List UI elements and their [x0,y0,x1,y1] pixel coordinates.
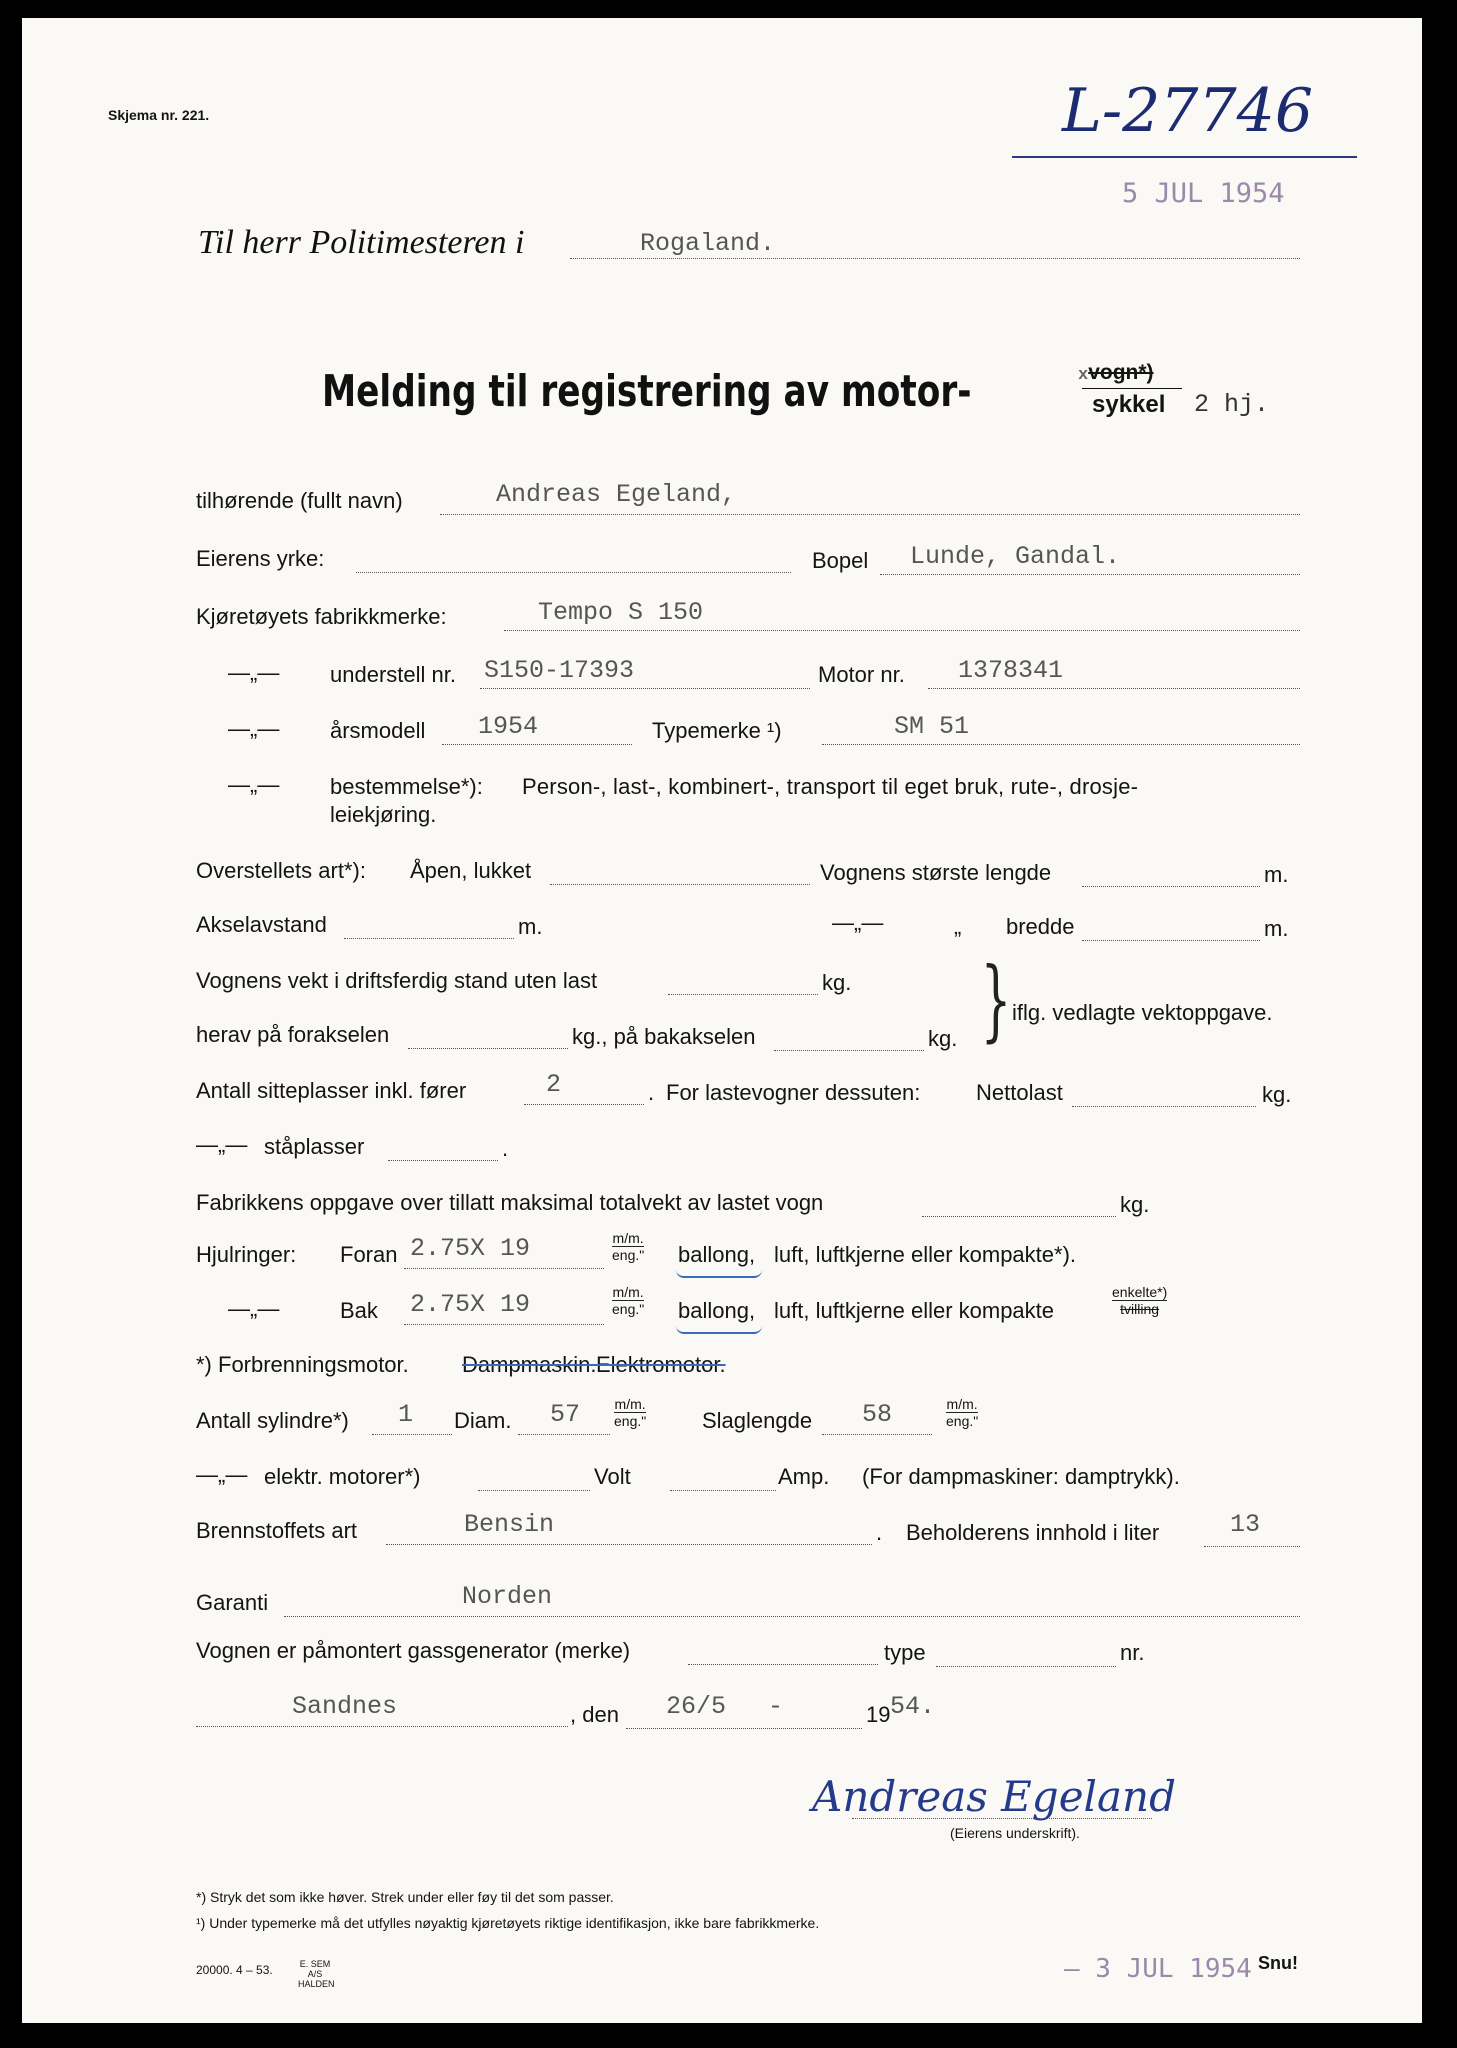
cylinders-line [372,1434,452,1435]
engine-no-label: Motor nr. [818,662,905,687]
rear-size-line [404,1324,604,1325]
tank-label: Beholderens innhold i liter [906,1520,1160,1545]
ditto-mark: —„— [228,716,280,741]
single-twin: $\frac{\text{enkelte*)}}{\text{tvilling}}$ [1112,1284,1168,1318]
model-year-line [442,744,632,745]
fuel-label: Brennstoffets art [196,1518,358,1543]
gas-label: Vognen er påmontert gassgenerator (merke) [196,1638,631,1663]
addressee-value: Rogaland. [640,229,776,258]
seats-label: Antall sitteplasser inkl. fører [196,1078,467,1103]
make-line [504,630,1300,631]
rear-tyre-options: luft, luftkjerne eller kompakte [774,1298,1055,1323]
engine-no-value: 1378341 [958,656,1064,685]
body-type-label: Overstellets art*): [196,858,366,883]
cylinders-label: Antall sylindre*) [196,1408,349,1433]
place-value: Sandnes [292,1692,398,1721]
owner-name-line [440,514,1300,515]
residence-value: Lunde, Gandal. [910,542,1121,571]
engine-kind-label: *) Forbrenningsmotor. [196,1352,409,1377]
unit-kg: kg. [928,1026,958,1051]
period: . [502,1136,509,1161]
signature-line [852,1818,1152,1819]
stroke-label: Slaglengde [702,1408,813,1433]
date-dash: - [768,1692,784,1721]
ditto-mark: —„— [228,660,280,685]
rear-label: Bak [340,1298,378,1323]
bore-unit: $\frac{m/m.}{\text{eng."}}$ [614,1396,647,1430]
unit-kg: kg. [1262,1082,1292,1107]
net-load-line [1072,1106,1256,1107]
printer-mark: E. SEM A/S HALDEN [298,1959,335,1989]
addressee-label: Til herr Politimesteren i [198,224,525,261]
type-label: Typemerke ¹) [652,718,782,743]
turn-over-note: Snu! [1258,1953,1298,1973]
fuel-line [386,1544,872,1545]
ditto-mark: —„— [196,1132,248,1157]
unit-kg: kg. [822,970,852,995]
place-line [196,1726,568,1727]
signature-caption: (Eierens underskrift). [950,1825,1080,1841]
rear-size-value: 2.75X 19 [410,1290,531,1319]
front-axle-label: herav på forakselen [196,1022,390,1047]
body-type-options: Åpen, lukket [410,858,532,883]
amp-line [670,1490,776,1491]
tank-line [1204,1546,1300,1547]
front-axle-line [408,1048,568,1049]
body-type-line [550,884,810,885]
gas-no-label: nr. [1120,1640,1145,1665]
ballong-underline [676,1270,762,1278]
purpose-options-continued: leiekjøring. [330,802,437,827]
owner-signature: Andreas Egeland [812,1772,1176,1821]
date-value: 26/5 [666,1692,727,1721]
model-year-label: årsmodell [330,718,426,743]
amp-label: Amp. [778,1464,830,1489]
type-line [822,744,1300,745]
addressee-line [570,258,1300,259]
unit-m: m. [1264,916,1289,941]
purpose-options: Person-, last-, kombinert-, transport til eget bruk, rute-, drosje- [522,774,1139,799]
residence-label: Bopel [812,548,869,573]
form-title: Melding til registrering av motor- [322,366,972,417]
title-vogn: xvogn*) [1078,361,1154,385]
front-tyre-ballong: ballong, [678,1242,756,1267]
front-unit: $\frac{m/m.}{\text{eng."}}$ [612,1230,645,1264]
occupation-line [356,572,791,573]
tank-value: 13 [1230,1510,1261,1539]
volt-label: Volt [594,1464,631,1489]
gas-make-line [688,1664,878,1665]
footnote-star: *) Stryk det som ikke høver. Strek under eller føy til det som passer. [196,1889,614,1905]
max-length-line [1082,886,1260,887]
unit-m: m. [518,914,543,939]
weight-note: iflg. vedlagte vektoppgave. [1012,1000,1273,1025]
owner-name-label: tilhørende (fullt navn) [196,488,403,513]
seats-value: 2 [546,1070,562,1099]
archive-underline [1012,156,1357,158]
rear-unit: $\frac{m/m.}{\text{eng."}}$ [612,1284,645,1318]
date-label: , den [570,1702,619,1727]
occupation-label: Eierens yrke: [196,546,325,571]
chassis-label: understell nr. [330,662,456,687]
title-sykkel: sykkel [1092,391,1166,418]
type-value: SM 51 [894,712,970,741]
date-stamp: – 3 JUL 1954 [1064,1954,1252,1984]
archive-number: L-27746 [1062,76,1313,146]
warranty-label: Garanti [196,1590,269,1615]
received-stamp: 5 JUL 1954 [1122,178,1285,209]
cylinders-value: 1 [398,1400,414,1429]
stroke-value: 58 [862,1400,893,1429]
rims-label: Hjulringer: [196,1242,297,1267]
front-size-value: 2.75X 19 [410,1234,531,1263]
width-label: bredde [1006,914,1075,939]
model-year-value: 1954 [478,712,539,741]
stroke-unit: $\frac{m/m.}{\text{eng."}}$ [946,1396,979,1430]
warranty-line [284,1616,1300,1617]
volt-line [478,1490,590,1491]
cargo-label: For lastevogner dessuten: [666,1080,921,1105]
unit-kg: kg. [1120,1192,1150,1217]
year-suffix: 54. [890,1692,936,1721]
max-total-line [922,1216,1116,1217]
bore-line [518,1434,610,1435]
title-handwritten-suffix: 2 hj. [1194,390,1270,419]
weight-line [668,994,818,995]
bore-label: Diam. [454,1408,512,1433]
period: . [648,1080,655,1105]
date-line [626,1728,862,1729]
residence-line [880,574,1300,575]
net-load-label: Nettolast [976,1080,1063,1105]
max-total-label: Fabrikkens oppgave over tillatt maksimal totalvekt av lastet vogn [196,1190,824,1215]
warranty-value: Norden [462,1582,553,1611]
form-page [22,18,1422,2023]
engine-no-line [928,688,1300,689]
make-value: Tempo S 150 [538,598,704,627]
engine-kind-electric: Elektromotor. [596,1352,726,1377]
stroke-line [822,1434,932,1435]
year-prefix: 19 [866,1702,891,1727]
bore-value: 57 [550,1400,581,1429]
seats-line [524,1104,644,1105]
max-length-label: Vognens største lengde [820,860,1052,885]
ditto-mark: —„— [832,910,884,935]
gas-type-label: type [884,1640,926,1665]
owner-name-value: Andreas Egeland, [496,480,737,509]
steam-note: (For dampmaskiner: damptrykk). [862,1464,1180,1489]
title-fraction-bar [1082,388,1182,389]
ditto-comma: „ [954,914,962,939]
electric-label: elektr. motorer*) [264,1464,421,1489]
make-label: Kjøretøyets fabrikkmerke: [196,604,447,629]
gas-type-line [936,1666,1116,1667]
ditto-mark: —„— [228,1296,280,1321]
rear-axle-label: kg., på bakakselen [572,1024,756,1049]
wheelbase-line [344,938,514,939]
engine-kind-steam: Dampmaskin. [462,1352,597,1377]
unit-m: m. [1264,862,1289,887]
standing-label: ståplasser [264,1134,365,1159]
print-info: 20000. 4 – 53. [196,1963,273,1977]
width-line [1082,940,1260,941]
ditto-mark: —„— [196,1462,248,1487]
chassis-value: S150-17393 [484,656,635,685]
fuel-value: Bensin [464,1510,555,1539]
footnote-one: ¹) Under typemerke må det utfylles nøyaktig kjøretøyets riktige identifikasjon, ikke bare fabrikkmerke. [196,1915,820,1931]
rear-axle-line [774,1050,924,1051]
chassis-line [480,688,810,689]
front-size-line [404,1268,604,1269]
form-number: Skjema nr. 221. [108,107,210,123]
weight-label: Vognens vekt i driftsferdig stand uten last [196,968,598,993]
brace: } [980,948,1012,1051]
front-tyre-options: luft, luftkjerne eller kompakte*). [774,1242,1077,1267]
period: . [876,1520,883,1545]
ditto-mark: —„— [228,772,280,797]
ballong-underline [676,1326,762,1334]
wheelbase-label: Akselavstand [196,912,327,937]
front-label: Foran [340,1242,398,1267]
rear-tyre-ballong: ballong, [678,1298,756,1323]
standing-line [388,1160,498,1161]
purpose-label: bestemmelse*): [330,774,483,799]
